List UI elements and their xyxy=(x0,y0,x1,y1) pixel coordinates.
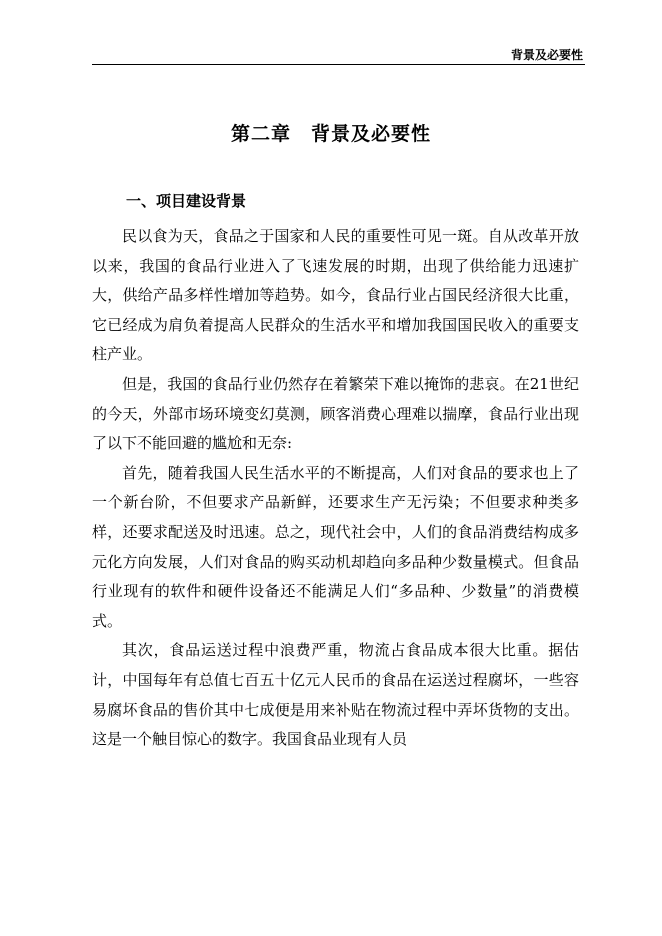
paragraph: 但是，我国的食品行业仍然存在着繁荣下难以掩饰的悲哀。在21世纪的今天，外部市场环境变幻莫测，顾客消费心理难以揣摩，食品行业出现了以下不能回避的尴尬和无奈: xyxy=(92,374,579,453)
chapter-title: 第二章 背景及必要性 xyxy=(230,123,431,145)
section-heading: 一、项目建设背景 xyxy=(126,192,247,210)
body-text xyxy=(92,222,579,755)
running-header-title: 背景及必要性 xyxy=(510,48,583,62)
paragraph: 民以食为天，食品之于国家和人民的重要性可见一斑。自从改革开放以来，我国的食品行业进入了飞速发展的时期，出现了供给能力迅速扩大，供给产品多样性增加等趋势。如今，食品行业占国民经济很大比重，它已经成为肩负着提高人民群众的生活水平和增加我国国民收入的重要支柱产业。 xyxy=(92,227,579,364)
paragraph: 首先，随着我国人民生活水平的不断提高，人们对食品的要求也上了一个新台阶，不但要求产品新鲜，还要求生产无污染；不但要求种类多样，还要求配送及时迅速。总之，现代社会中，人们的食品消费结构成多元化方向发展，人们对食品的购买动机却趋向多品种少数量模式。但食品行业现有的软件和硬件设备还不能满足人们“多品种、少数量”的消费模式。 xyxy=(92,463,579,630)
page-header xyxy=(92,44,585,65)
paragraph: 其次，食品运送过程中浪费严重，物流占食品成本很大比重。据估计，中国每年有总值七百五十亿元人民币的食品在运送过程腐坏，一些容易腐坏食品的售价其中七成便是用来补贴在物流过程中弄坏货物的支出。这是一个触目惊心的数字。我国食品业现有人员 xyxy=(92,641,579,749)
